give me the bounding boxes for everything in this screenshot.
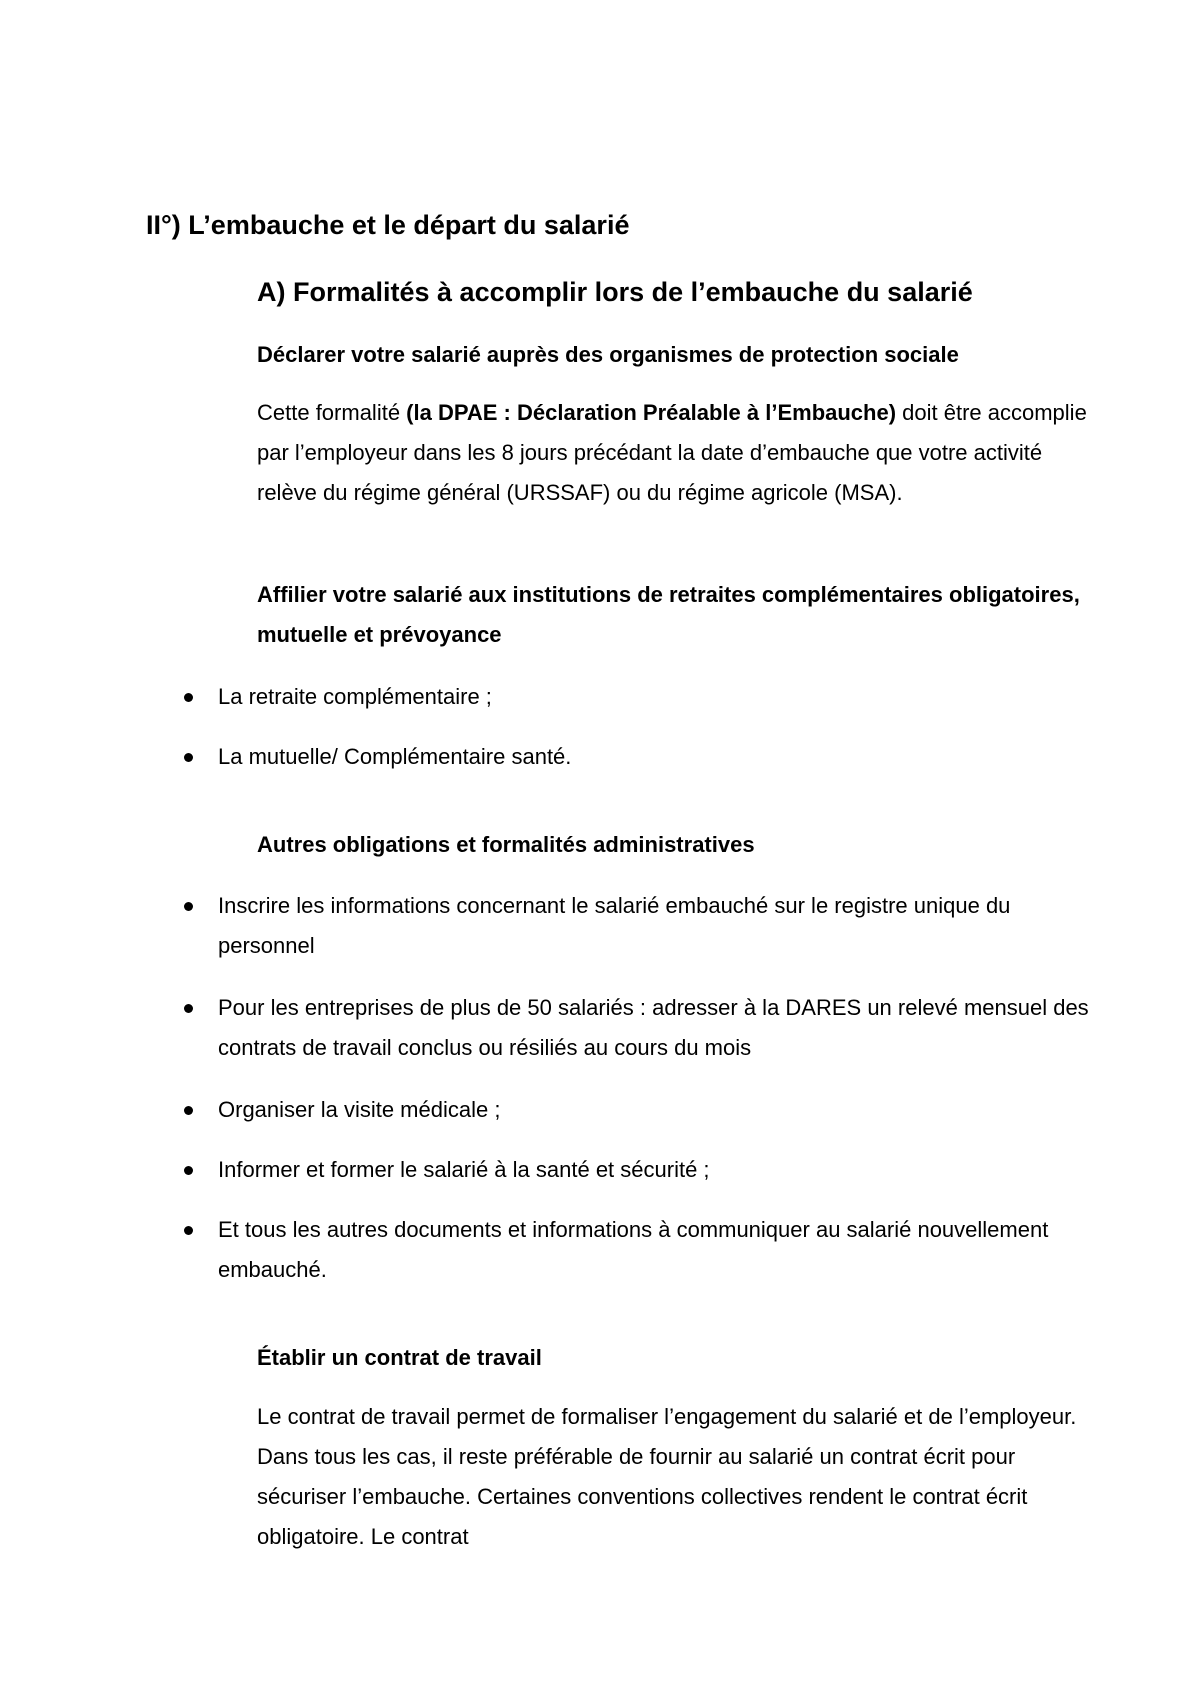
bullet-icon: [184, 753, 193, 762]
bullet-icon: [184, 1004, 193, 1013]
list-item-text: Organiser la visite médicale ;: [218, 1097, 501, 1122]
list-item-text: Pour les entreprises de plus de 50 salariés : adresser à la DARES un relevé mensuel des contrats de travail conclus ou résiliés au cours du mois: [218, 995, 1089, 1060]
list-item-text: La mutuelle/ Complémentaire santé.: [218, 744, 572, 769]
bullet-icon: [184, 1166, 193, 1175]
subsection-title: A) Formalités à accomplir lors de l’embauche du salarié: [257, 277, 973, 307]
list-item-text: Inscrire les informations concernant le salarié embauché sur le registre unique du personnel: [218, 893, 1011, 958]
contrat-paragraph: Le contrat de travail permet de formaliser l’engagement du salarié et de l’employeur. Dans tous les cas, il reste préférable de fournir au salarié un contrat écrit pour sécuriser l’embauche. Certaines conventions collectives rendent le contrat écrit obligatoire. Le contrat: [257, 1404, 1077, 1549]
autres-heading: Autres obligations et formalités administratives: [257, 832, 755, 857]
list-item-text: La retraite complémentaire ;: [218, 684, 492, 709]
affilier-heading: Affilier votre salarié aux institutions de retraites complémentaires obligatoires, mutuelle et prévoyance: [257, 582, 1080, 647]
list-item-text: Informer et former le salarié à la santé et sécurité ;: [218, 1157, 710, 1182]
declarer-paragraph: [257, 393, 1097, 513]
bullet-icon: [184, 693, 193, 702]
declarer-text-bold: (la DPAE : Déclaration Préalable à l’Embauche): [406, 400, 897, 425]
list-item-text: Et tous les autres documents et informations à communiquer au salarié nouvellement embauché.: [218, 1217, 1049, 1282]
declarer-heading: Déclarer votre salarié auprès des organismes de protection sociale: [257, 342, 959, 367]
bullet-icon: [184, 1226, 193, 1235]
declarer-text-after: doit être accomplie par l’employeur dans les 8 jours précédant la date d’embauche que votre activité relève du régime général (URSSAF) ou du régime agricole (MSA).: [257, 400, 1087, 505]
section-title: II°) L’embauche et le départ du salarié: [146, 210, 630, 240]
declarer-text-before: Cette formalité: [257, 400, 407, 425]
bullet-icon: [184, 902, 193, 911]
bullet-icon: [184, 1106, 193, 1115]
contrat-heading: Établir un contrat de travail: [257, 1345, 542, 1370]
